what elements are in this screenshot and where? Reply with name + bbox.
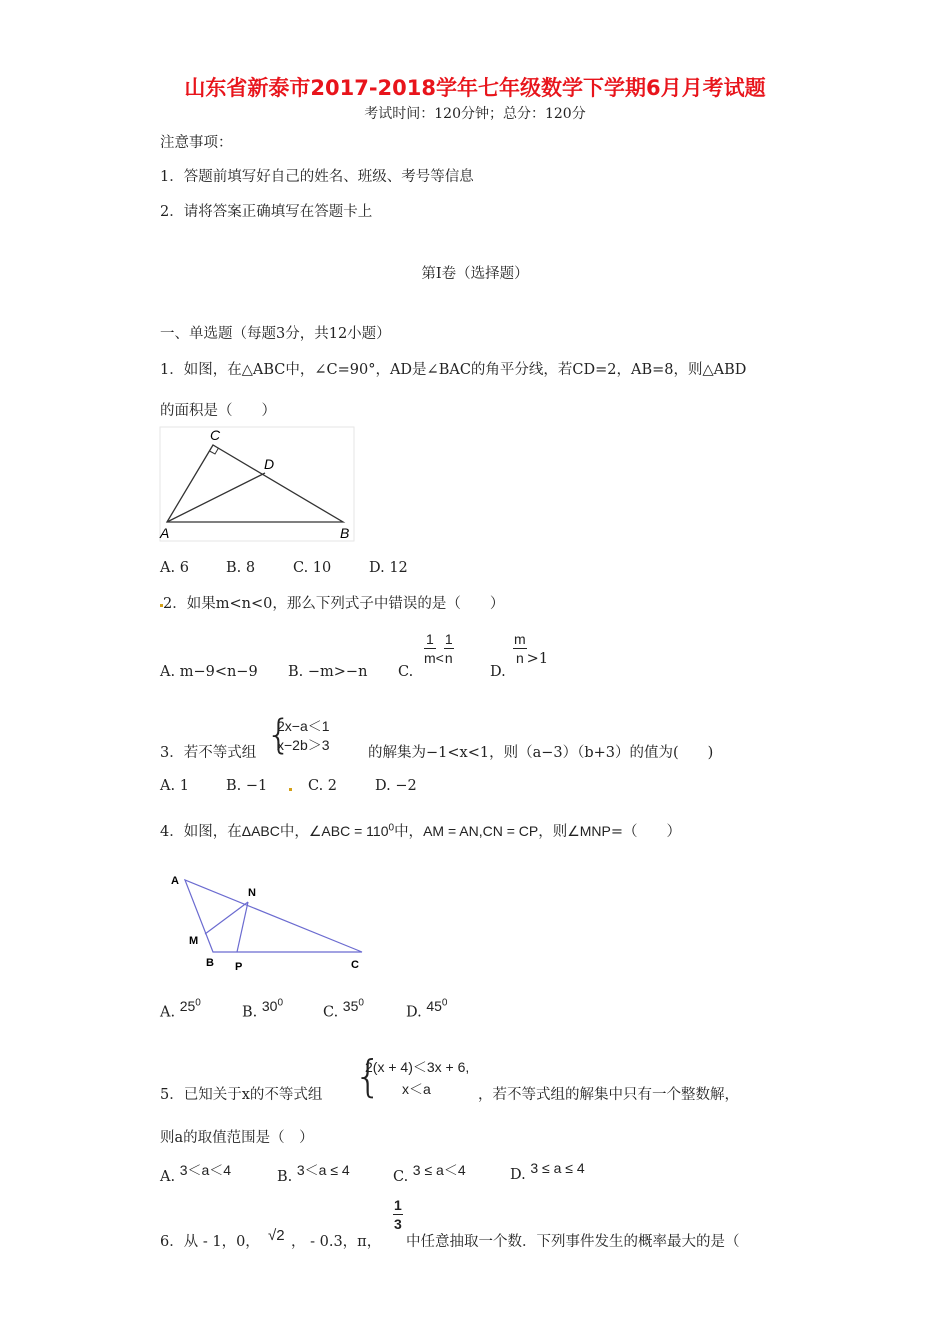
q4-label-m: M xyxy=(189,935,199,947)
q1-option-a: A. 6 xyxy=(160,560,189,576)
q2-fraction-m-over-n: $\frac{m}{n}$ xyxy=(514,631,526,666)
q2-option-b: B. −m>−n xyxy=(288,664,368,680)
q2-option-d-expression: $\frac{m}{n}$ >1 xyxy=(514,631,549,667)
part-title: 第I卷（选择题） xyxy=(421,266,529,282)
q4-triangle-figure xyxy=(165,868,375,978)
q5-stem-line2: 则a的取值范围是（ ） xyxy=(160,1130,314,1146)
q1-option-b: B. 8 xyxy=(226,560,256,576)
note-item-1: 1．答题前填写好自己的姓名、班级、考号等信息 xyxy=(160,169,474,185)
q5-option-c: C. 3 ≤ a＜4 xyxy=(393,1162,466,1185)
q3-inequality-1: 2x−a＜1 xyxy=(277,718,330,734)
q5-stem-suffix: ，若不等式组的解集中只有一个整数解， xyxy=(478,1087,739,1103)
q1-label-c: C xyxy=(210,427,221,443)
q3-option-d: D. −2 xyxy=(375,778,417,794)
q3-system-brace: { xyxy=(266,712,292,758)
q4-option-b: B. $30^0$ xyxy=(242,997,284,1021)
q4-option-a: A. $25^0$ xyxy=(160,997,201,1021)
q3-option-c: C. 2 xyxy=(308,778,338,794)
q1-triangle-abc xyxy=(167,445,343,522)
q6-fraction-one-third: $\frac{1}{3}$ xyxy=(394,1197,402,1232)
q1-label-b: B xyxy=(340,525,350,541)
section-title: 一、单选题（每题3分，共12小题） xyxy=(160,326,391,342)
q2-stem: 2．如果m<n<0，那么下列式子中错误的是（ ） xyxy=(163,596,505,612)
q6-sqrt-two: √2 xyxy=(268,1227,285,1244)
q2-fraction-1-over-m: $\frac{1}{m}$ xyxy=(424,631,436,666)
document-title: 山东省新泰市2017-2018学年七年级数学下学期6月月考试题 xyxy=(184,76,766,100)
q2-option-c-expression: $\frac{1}{m}$ < $\frac{1}{n}$ xyxy=(424,631,453,666)
q3-inequality-2: x−2b＞3 xyxy=(277,737,330,753)
q4-label-c: C xyxy=(351,959,359,971)
q4-label-a: A xyxy=(171,875,179,887)
q1-option-c: C. 10 xyxy=(293,560,332,576)
q5-system-brace: { xyxy=(354,1051,382,1102)
q5-inequality-2: x＜a xyxy=(402,1081,431,1097)
q6-stem-prefix: 6．从 - 1，0， xyxy=(160,1234,260,1250)
q4-option-c: C. $35^0$ xyxy=(323,997,364,1021)
q1-label-a: A xyxy=(160,525,170,541)
q6-stem-suffix: 中任意抽取一个数．下列事件发生的概率最大的是（ xyxy=(406,1234,740,1250)
notes-heading: 注意事项： xyxy=(160,135,233,151)
q4-option-d: D. $45^0$ xyxy=(406,997,448,1021)
q4-label-p: P xyxy=(235,961,243,973)
margin-dot xyxy=(289,788,292,791)
q4-angle-condition: ∠ABC = $110^0$ xyxy=(308,822,395,839)
q5-inequality-1: 2(x + 4)＜3x + 6, xyxy=(365,1059,470,1075)
q4-stem: 4．如图，在ΔABC中，∠ABC = $110^0$中，AM = AN,CN = CP，则∠MNP=（ ） xyxy=(160,822,682,840)
q4-equal-segments: AM = AN,CN = CP xyxy=(423,823,539,839)
q4-label-n: N xyxy=(248,887,256,899)
q2-option-c-label: C. xyxy=(398,664,414,680)
q6-stem-mid: ， - 0.3，π， xyxy=(291,1234,382,1250)
q2-option-a: A. m−9<n−9 xyxy=(160,664,258,680)
q2-option-d-label: D. xyxy=(490,664,506,680)
q2-fraction-1-over-n: $\frac{1}{n}$ xyxy=(444,631,453,666)
q5-option-b: B. 3＜a ≤ 4 xyxy=(277,1162,350,1185)
q4-ask-angle: ∠MNP xyxy=(567,823,611,839)
q1-option-d: D. 12 xyxy=(369,560,408,576)
q4-triangle-symbol: ΔABC xyxy=(241,823,280,839)
q4-triangle-abc xyxy=(185,880,362,952)
q1-stem-line2: 的面积是（ ） xyxy=(160,403,276,419)
q5-option-d: D. 3 ≤ a ≤ 4 xyxy=(510,1160,585,1183)
q3-stem-suffix: 的解集为−1<x<1，则（a−3）（b+3）的值为( ) xyxy=(368,745,714,761)
q3-stem-prefix: 3．若不等式组 xyxy=(160,745,257,761)
q1-label-d: D xyxy=(264,456,275,472)
note-item-2: 2．请将答案正确填写在答题卡上 xyxy=(160,204,373,220)
q5-option-a: A. 3＜a＜4 xyxy=(160,1162,232,1185)
exam-info: 考试时间：120分钟；总分：120分 xyxy=(364,106,586,122)
q3-option-b: B. −1 xyxy=(226,778,268,794)
q4-label-b: B xyxy=(206,957,214,969)
q5-stem-prefix: 5．已知关于x的不等式组 xyxy=(160,1087,323,1103)
q1-stem-line1: 1．如图，在△ABC中，∠C=90°，AD是∠BAC的角平分线，若CD=2，AB=8，则△ABD xyxy=(160,362,747,378)
q3-option-a: A. 1 xyxy=(160,778,189,794)
q1-triangle-figure xyxy=(158,425,358,545)
